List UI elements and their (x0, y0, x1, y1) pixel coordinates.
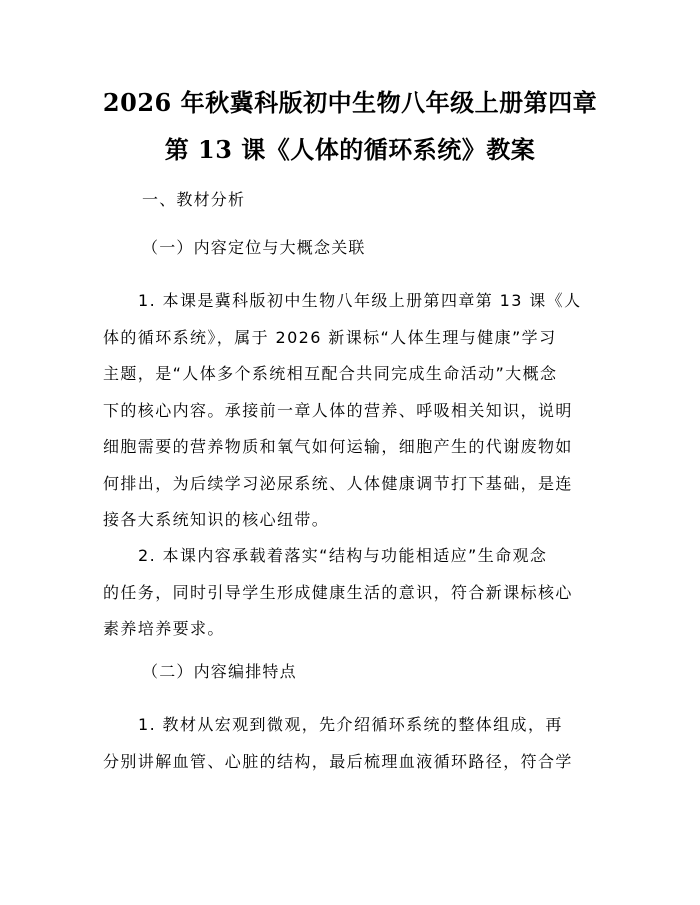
paragraph-1-line: 主题，是“人体多个系统相互配合共同完成生命活动”大概念 (103, 364, 558, 383)
paragraph-2-line: 素养培养要求。 (103, 619, 225, 638)
paragraph-1-line: 何排出，为后续学习泌尿系统、人体健康调节打下基础，是连 (103, 473, 573, 493)
paragraph-3 (103, 707, 603, 780)
paragraph-3-line: 分别讲解血管、心脏的结构，最后梳理血液循环路径，符合学 (103, 751, 573, 771)
subsection-heading-content-arrangement: （二）内容编排特点 (142, 662, 297, 681)
document-title-line-2: 第 13 课《人体的循环系统》教案 (164, 135, 536, 164)
paragraph-1-line: 体的循环系统》，属于 2026 新课标“人体生理与健康”学习 (103, 327, 557, 347)
paragraph-1-line: 1. 本课是冀科版初中生物八年级上册第四章第 13 课《人 (138, 291, 582, 310)
subsection-heading-content-positioning: （一）内容定位与大概念关联 (142, 238, 366, 257)
section-heading-textbook-analysis: 一、教材分析 (142, 190, 246, 209)
paragraph-1 (103, 283, 603, 539)
document-title-line-1: 2026 年秋冀科版初中生物八年级上册第四章 (102, 88, 598, 117)
paragraph-1-line: 接各大系统知识的核心纽带。 (103, 510, 330, 529)
paragraph-1-line: 下的核心内容。承接前一章人体的营养、呼吸相关知识，说明 (103, 400, 573, 420)
paragraph-3-line: 1. 教材从宏观到微观，先介绍循环系统的整体组成，再 (138, 715, 563, 734)
paragraph-2-line: 2. 本课内容承载着落实“结构与功能相适应”生命观念 (138, 546, 548, 565)
paragraph-2-line: 的任务，同时引导学生形成健康生活的意识，符合新课标核心 (103, 582, 573, 602)
paragraph-2 (103, 538, 603, 648)
paragraph-1-line: 细胞需要的营养物质和氧气如何运输，细胞产生的代谢废物如 (103, 437, 573, 456)
